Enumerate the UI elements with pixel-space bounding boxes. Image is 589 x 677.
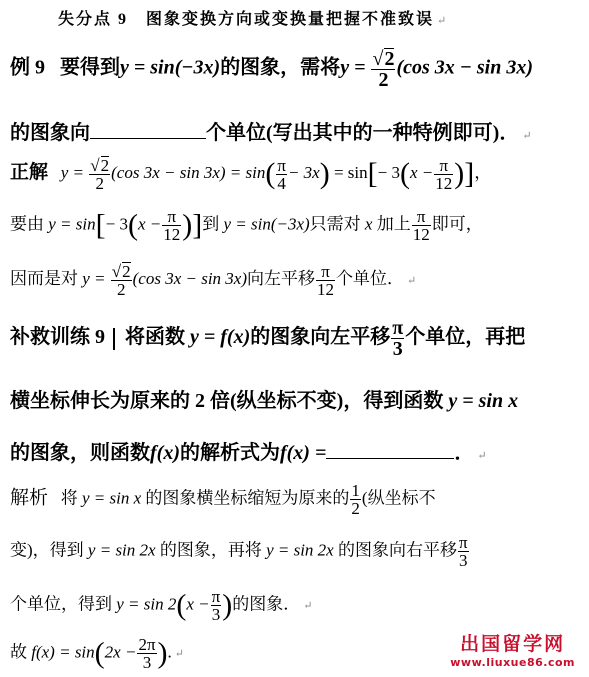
- answer-end: .: [167, 642, 172, 662]
- analysis-l1-half: [350, 482, 361, 517]
- solution-line-3: [10, 262, 416, 298]
- watermark: [450, 629, 575, 669]
- solution-l3-text3: 个单位．: [336, 268, 405, 288]
- solution-l1-fraction: $\frac{√2}{2}$: [90, 156, 110, 193]
- answer-fraction: [137, 636, 156, 671]
- solution-l1-x-minus: x −: [410, 162, 434, 182]
- analysis-l2-func2: y = sin 2x: [266, 540, 334, 560]
- analysis-l3-func: y = sin 2: [116, 594, 177, 614]
- solution-l1-pi-b: π: [434, 157, 453, 175]
- analysis-l2-text3: 的图象向右平移: [337, 540, 457, 560]
- exercise-line-1: [10, 318, 525, 359]
- analysis-l3-pi3: [211, 588, 222, 623]
- solution-l1-den: 2: [95, 174, 104, 193]
- analysis-l1-two: 2: [351, 499, 360, 518]
- solution-l3-den: 2: [116, 280, 126, 299]
- solution-l2-text4: 加上: [376, 214, 411, 234]
- watermark-cn: 出国留学网: [460, 633, 566, 655]
- solution-l3-fraction: $\frac{√2}{2}$: [111, 262, 131, 299]
- solution-l3-pi12: [316, 263, 335, 298]
- solution-l2-twelve: 12: [163, 225, 181, 244]
- solution-l1-minus3: − 3: [377, 162, 400, 182]
- solution-l1-eq-sin: = sin: [333, 162, 368, 182]
- answer-blank-1: [90, 137, 206, 139]
- solution-l1-minus3x: − 3x: [287, 162, 320, 182]
- section-title-text: 失分点 9 图象变换方向或变换量把握不准致误: [58, 11, 435, 28]
- example-y-eq: y =: [340, 56, 366, 79]
- solution-line-2: 要由 y = sin[− 3(x − $\frac{\pi}{12}$ )]到 y = sin(−3x)只需对 x 加上 $\frac{\pi}{12}$ 即可，: [10, 207, 483, 244]
- exercise-text-2: 的图象向左平移: [250, 326, 391, 349]
- example-line2-text: 的图象向: [10, 122, 90, 144]
- analysis-l1-text2: 的图象横坐标缩短为原来的: [145, 488, 350, 508]
- analysis-l2-pi: π: [458, 533, 468, 552]
- analysis-l3-pi: π: [211, 587, 221, 606]
- analysis-line-1: [10, 482, 436, 517]
- watermark-url: www.liuxue86.com: [450, 656, 575, 669]
- solution-l2-minus3: − 3: [105, 214, 128, 234]
- exercise-line-2: [10, 384, 518, 413]
- answer-blank-2: [326, 457, 454, 459]
- solution-l2-text5: 即可，: [431, 214, 483, 234]
- exercise-line2-func: y = sin x: [448, 390, 519, 412]
- exercise-line3-fx: f(x): [150, 442, 180, 464]
- solution-l2-frac-den: 12: [412, 225, 430, 244]
- exercise-pi3: [391, 318, 404, 359]
- answer-func: f(x) = sin: [31, 642, 95, 662]
- solution-l2-x: x: [364, 214, 373, 234]
- solution-l2-frac-num: π: [412, 208, 431, 226]
- example-line-2: [10, 116, 532, 145]
- answer-inner: 2x −: [104, 642, 137, 662]
- analysis-l3-three: 3: [211, 605, 221, 624]
- paragraph-mark-icon: ↵: [437, 15, 449, 27]
- solution-l2-func2: y = sin(−3x): [223, 214, 310, 234]
- exercise-three: 3: [392, 338, 403, 360]
- example-func-a: y = sin(−3x): [120, 56, 221, 79]
- solution-l1-four: 4: [277, 173, 286, 193]
- final-answer-line: 故 f(x) = sin(2x − $\frac{2\pi}{3}$ ). ↵: [10, 635, 184, 672]
- exercise-line-3: [10, 436, 487, 465]
- solution-l1-expr: (cos 3x − sin 3x) = sin: [111, 162, 266, 182]
- exercise-label: 补救训练 9: [10, 326, 105, 349]
- analysis-label: 解析: [10, 487, 49, 509]
- section-title: [58, 6, 448, 29]
- paragraph-mark-icon: ↵: [407, 274, 417, 287]
- solution-l1-pi4: [276, 157, 287, 192]
- example-text-2: 的图象，需将: [220, 56, 341, 79]
- analysis-l3-x-minus: x −: [186, 594, 210, 614]
- solution-l3-text2: 向左平移: [247, 268, 316, 288]
- solution-l2-text3: 只需对: [309, 214, 361, 234]
- analysis-l1-func: y = sin x: [82, 488, 142, 508]
- exercise-pi: π: [392, 317, 404, 339]
- answer-label: 故: [10, 642, 27, 662]
- analysis-l1-one: 1: [351, 481, 360, 500]
- solution-l2-x-minus: x −: [137, 214, 162, 234]
- exercise-text-1: 将函数: [125, 326, 185, 349]
- solution-l2-pi12: [162, 208, 181, 243]
- analysis-l1-text3: (纵坐标不: [361, 488, 436, 508]
- exercise-line3-end: ．: [454, 442, 475, 464]
- solution-l2-pi: π: [162, 208, 181, 226]
- exercise-line2: 横坐标伸长为原来的 2 倍(纵坐标不变)，得到函数: [10, 390, 444, 412]
- exercise-line3-text1: 的图象，则函数: [10, 442, 150, 464]
- example-cos-expr: (cos 3x − sin 3x): [396, 56, 534, 79]
- solution-l3-pi: π: [316, 263, 335, 281]
- example-label: 例 9: [10, 56, 45, 79]
- analysis-l2-func: y = sin 2x: [87, 540, 156, 560]
- paragraph-mark-icon: ↵: [477, 450, 487, 462]
- exercise-line3-fx2: f(x) =: [279, 442, 327, 464]
- solution-l3-num: 2: [122, 262, 131, 281]
- solution-l1-pi12: [434, 157, 453, 192]
- exercise-text-3: 个单位，再把: [405, 326, 526, 349]
- solution-l1-num: 2: [100, 156, 110, 175]
- example-sqrt-num: 2: [384, 48, 395, 70]
- example-line-1: [10, 48, 533, 90]
- solution-l1-twelve: 12: [435, 173, 453, 193]
- exercise-line3-text2: 的解析式为: [179, 442, 280, 464]
- example-text-1: 要得到: [60, 56, 120, 79]
- solution-l2-frac: [412, 208, 431, 243]
- solution-l2-text1: 要由: [10, 214, 44, 234]
- solution-l3-expr: (cos 3x − sin 3x): [132, 268, 248, 288]
- solution-label: 正解: [10, 161, 49, 183]
- analysis-line-2: [10, 534, 470, 569]
- solution-l2-func: y = sin: [48, 214, 96, 234]
- analysis-l2-text1: 变)，得到: [10, 540, 84, 560]
- analysis-l3-text1: 个单位，得到: [10, 594, 112, 614]
- solution-l1-pi: π: [277, 155, 286, 175]
- analysis-line-3: 个单位，得到 y = sin 2(x − $\frac{\pi}{3}$ )的图象． ↵: [10, 587, 313, 624]
- solution-l3-twelve: 12: [317, 279, 335, 299]
- exercise-func: y = f(x): [190, 326, 251, 349]
- answer-den: 3: [142, 653, 152, 672]
- solution-l3-y: y =: [82, 268, 106, 288]
- example-fraction: $\frac{√2}{2}$: [372, 48, 395, 91]
- solution-line-1: 正解 y = $\frac{√2}{2}$ (cos 3x − sin 3x) = sin( $\frac{\pi}{4}$ − 3x) = sin[− 3(x − $\frac{\pi}{12}$ )]，: [10, 155, 492, 193]
- analysis-l3-text2: 的图象．: [232, 594, 301, 614]
- solution-l3-text1: 因而是对: [10, 268, 78, 288]
- answer-num: 2π: [138, 635, 156, 654]
- solution-l2-text2: 到: [202, 214, 220, 234]
- analysis-l2-text2: 的图象，再将: [159, 540, 262, 560]
- paragraph-mark-icon: ↵: [522, 130, 532, 142]
- analysis-l1-text1: 将: [60, 488, 78, 508]
- solution-l1-lhs: y =: [60, 162, 85, 182]
- paragraph-mark-icon: ↵: [303, 600, 313, 613]
- analysis-l2-three: 3: [459, 551, 468, 570]
- example-line2-tail: 个单位(写出其中的一种特例即可)．: [206, 122, 520, 144]
- example-den: 2: [378, 69, 389, 91]
- paragraph-mark-icon: ↵: [174, 648, 184, 661]
- text-cursor: [113, 328, 115, 350]
- analysis-l2-pi3: [458, 534, 469, 569]
